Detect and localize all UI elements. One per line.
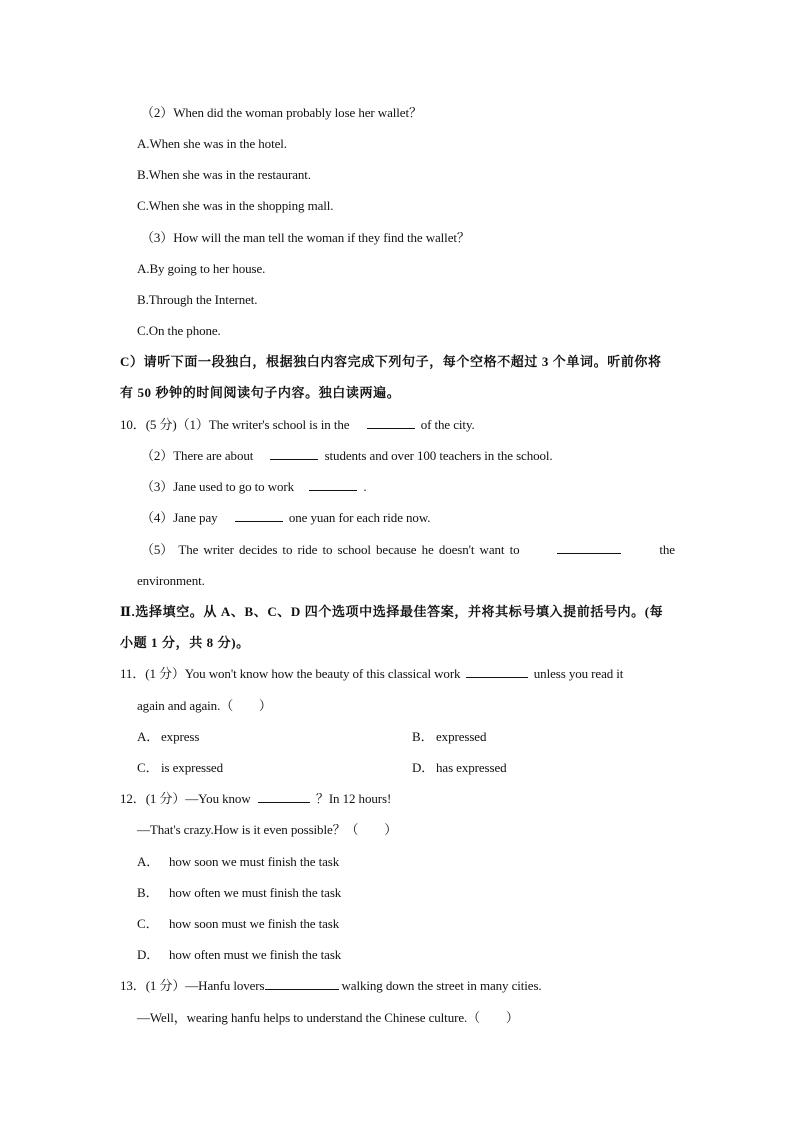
q11-answer-blank[interactable] — [466, 665, 528, 678]
q12-option-b[interactable] — [137, 884, 341, 902]
q10-s3-answer-blank[interactable] — [309, 478, 357, 491]
q11-option-b-letter: B． — [412, 729, 434, 744]
q12-option-a[interactable] — [137, 853, 339, 871]
q11-option-a-letter: A． — [137, 729, 160, 744]
q13-stem-line2: —Well，wearing hanfu helps to understand the Chinese culture.（ ） — [137, 1010, 519, 1025]
q11-option-d-text: has expressed — [436, 760, 507, 775]
q11-stem-line2: again and again.（ ） — [137, 698, 272, 713]
q10-sentence-4 — [141, 509, 430, 527]
section-c-instruction-line2: 有 50 秒钟的时间阅读句子内容。独白读两遍。 — [120, 385, 401, 400]
section-2-instruction-line2: 小题 1 分，共 8 分)。 — [120, 635, 250, 650]
q12-stem-before: 12．(1 分）—You know — [120, 791, 251, 806]
q10-s4-answer-blank[interactable] — [235, 509, 283, 522]
q11-option-c-text: is expressed — [161, 760, 223, 775]
q11-stem-line1 — [120, 665, 623, 683]
q10-s3-suffix: . — [363, 479, 367, 494]
q11-option-c[interactable] — [137, 759, 223, 777]
q12-stem-line1 — [120, 790, 391, 808]
q11-stem-after: unless you read it — [533, 666, 624, 681]
q10-s2-prefix: （2）There are about — [141, 448, 254, 463]
q10-sentence-5 — [141, 541, 675, 559]
q12-option-d[interactable] — [137, 946, 341, 964]
q12-option-c-text: how soon must we finish the task — [169, 916, 340, 931]
q10-s2-suffix: students and over 100 teachers in the school. — [324, 448, 553, 463]
section-c-instruction-line1: C）请听下面一段独白，根据独白内容完成下列句子，每个空格不超过 3 个单词。听前你将 — [120, 354, 662, 369]
q10-s5-continuation: environment. — [137, 573, 205, 588]
q10-s3-prefix: （3）Jane used to go to work — [141, 479, 295, 494]
q12-option-d-letter: D． — [137, 947, 160, 962]
q12-option-a-letter: A． — [137, 854, 160, 869]
q11-stem-before: 11．(1 分）You won't know how the beauty of this classical work — [120, 666, 461, 681]
q10-sentence-1 — [120, 416, 475, 434]
q9-3-option-a: A.By going to her house. — [137, 261, 266, 276]
q9-3-option-c: C.On the phone. — [137, 323, 221, 338]
q10-s4-suffix: one yuan for each ride now. — [288, 510, 431, 525]
q9-2-option-c: C.When she was in the shopping mall. — [137, 198, 334, 213]
q11-option-d-letter: D． — [412, 760, 435, 775]
q11-option-d[interactable] — [412, 759, 507, 777]
q10-s4-prefix: （4）Jane pay — [141, 510, 218, 525]
q13-answer-blank[interactable] — [265, 977, 339, 990]
q9-2-stem: （2）When did the woman probably lose her wallet？ — [141, 105, 422, 120]
q12-option-a-text: how soon we must finish the task — [169, 854, 340, 869]
q10-s2-answer-blank[interactable] — [270, 447, 318, 460]
q11-option-a[interactable] — [137, 728, 199, 746]
q11-option-b-text: expressed — [436, 729, 487, 744]
q12-answer-blank[interactable] — [258, 790, 310, 803]
q12-option-b-letter: B． — [137, 885, 159, 900]
q11-option-c-letter: C． — [137, 760, 159, 775]
q10-sentence-2 — [141, 447, 553, 465]
q11-option-b[interactable] — [412, 728, 486, 746]
q10-s5-prefix: （5） The writer decides to ride to school because he doesn't want to — [141, 542, 520, 557]
q12-stem-after: ？In 12 hours! — [315, 791, 392, 806]
q9-3-option-b: B.Through the Internet. — [137, 292, 258, 307]
q13-stem-line1 — [120, 977, 542, 995]
q11-option-a-text: express — [161, 729, 200, 744]
q12-option-d-text: how often must we finish the task — [169, 947, 342, 962]
q12-stem-line2: —That's crazy.How is it even possible？（ ） — [137, 822, 398, 837]
q9-2-option-b: B.When she was in the restaurant. — [137, 167, 311, 182]
q10-s1-prefix: 10．(5 分)（1）The writer's school is in the — [120, 417, 350, 432]
q10-s5-suffix: the — [659, 542, 675, 557]
q9-3-stem: （3）How will the man tell the woman if they find the wallet？ — [141, 230, 470, 245]
section-2-instruction-line1: Ⅱ.选择填空。从 A、B、C、D 四个选项中选择最佳答案，并将其标号填入提前括号内。(每 — [120, 604, 664, 619]
q13-stem-before: 13．(1 分）—Hanfu lovers — [120, 978, 265, 993]
q12-option-c[interactable] — [137, 915, 339, 933]
q10-s1-answer-blank[interactable] — [367, 416, 415, 429]
q12-option-c-letter: C． — [137, 916, 159, 931]
q9-2-option-a: A.When she was in the hotel. — [137, 136, 287, 151]
q10-s5-answer-blank[interactable] — [557, 541, 621, 554]
q10-sentence-3 — [141, 478, 367, 496]
q10-s1-suffix: of the city. — [420, 417, 475, 432]
q12-option-b-text: how often we must finish the task — [169, 885, 342, 900]
q13-stem-after: walking down the street in many cities. — [341, 978, 542, 993]
